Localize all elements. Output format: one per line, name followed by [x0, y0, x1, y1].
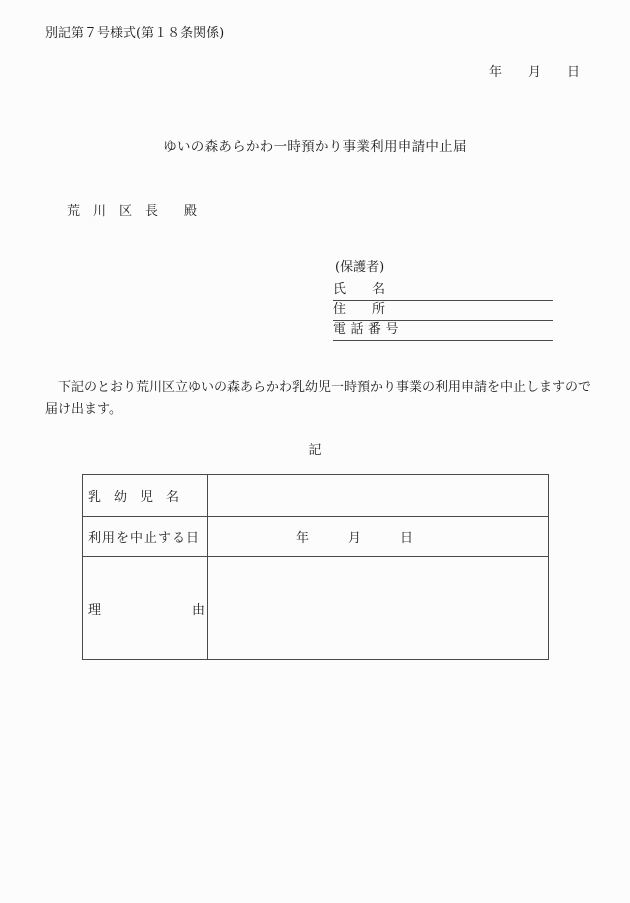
date-line: 年 月 日	[488, 65, 580, 80]
record-marker: 記	[308, 443, 322, 458]
guardian-address-field	[333, 301, 553, 321]
page-title: ゆいの森あらかわ一時預かり事業利用申請中止届	[163, 139, 467, 155]
body-paragraph: 下記のとおり荒川区立ゆいの森あらかわ乳幼児一時預かり事業の利用申請を中止しますので届け出ます。	[45, 380, 592, 417]
guardian-phone-field	[333, 321, 553, 341]
guardian-section	[333, 260, 553, 341]
guardian-heading: (保護者)	[335, 260, 385, 275]
cancellation-date-label: 利用を中止する日	[83, 517, 208, 557]
table-row-child-name	[83, 475, 549, 517]
form-number-label: 別記第７号様式(第１８条関係)	[45, 26, 225, 41]
guardian-name-label: 氏 名	[333, 282, 386, 297]
guardian-address-label: 住 所	[333, 302, 386, 317]
child-name-fill-area	[208, 475, 549, 517]
reason-fill-area	[208, 557, 549, 660]
cancellation-date-fill-area: 年 月 日	[208, 517, 549, 557]
child-name-label: 乳 幼 児 名	[83, 475, 208, 517]
addressee-line: 荒 川 区 長 殿	[67, 204, 198, 219]
table-row-reason	[83, 557, 549, 660]
cancellation-table	[82, 474, 549, 660]
guardian-fields	[333, 281, 553, 341]
table-row-cancellation-date	[83, 517, 549, 557]
guardian-phone-label: 電話番号	[333, 322, 404, 337]
reason-label: 理 由	[83, 557, 208, 660]
guardian-name-field	[333, 281, 553, 301]
